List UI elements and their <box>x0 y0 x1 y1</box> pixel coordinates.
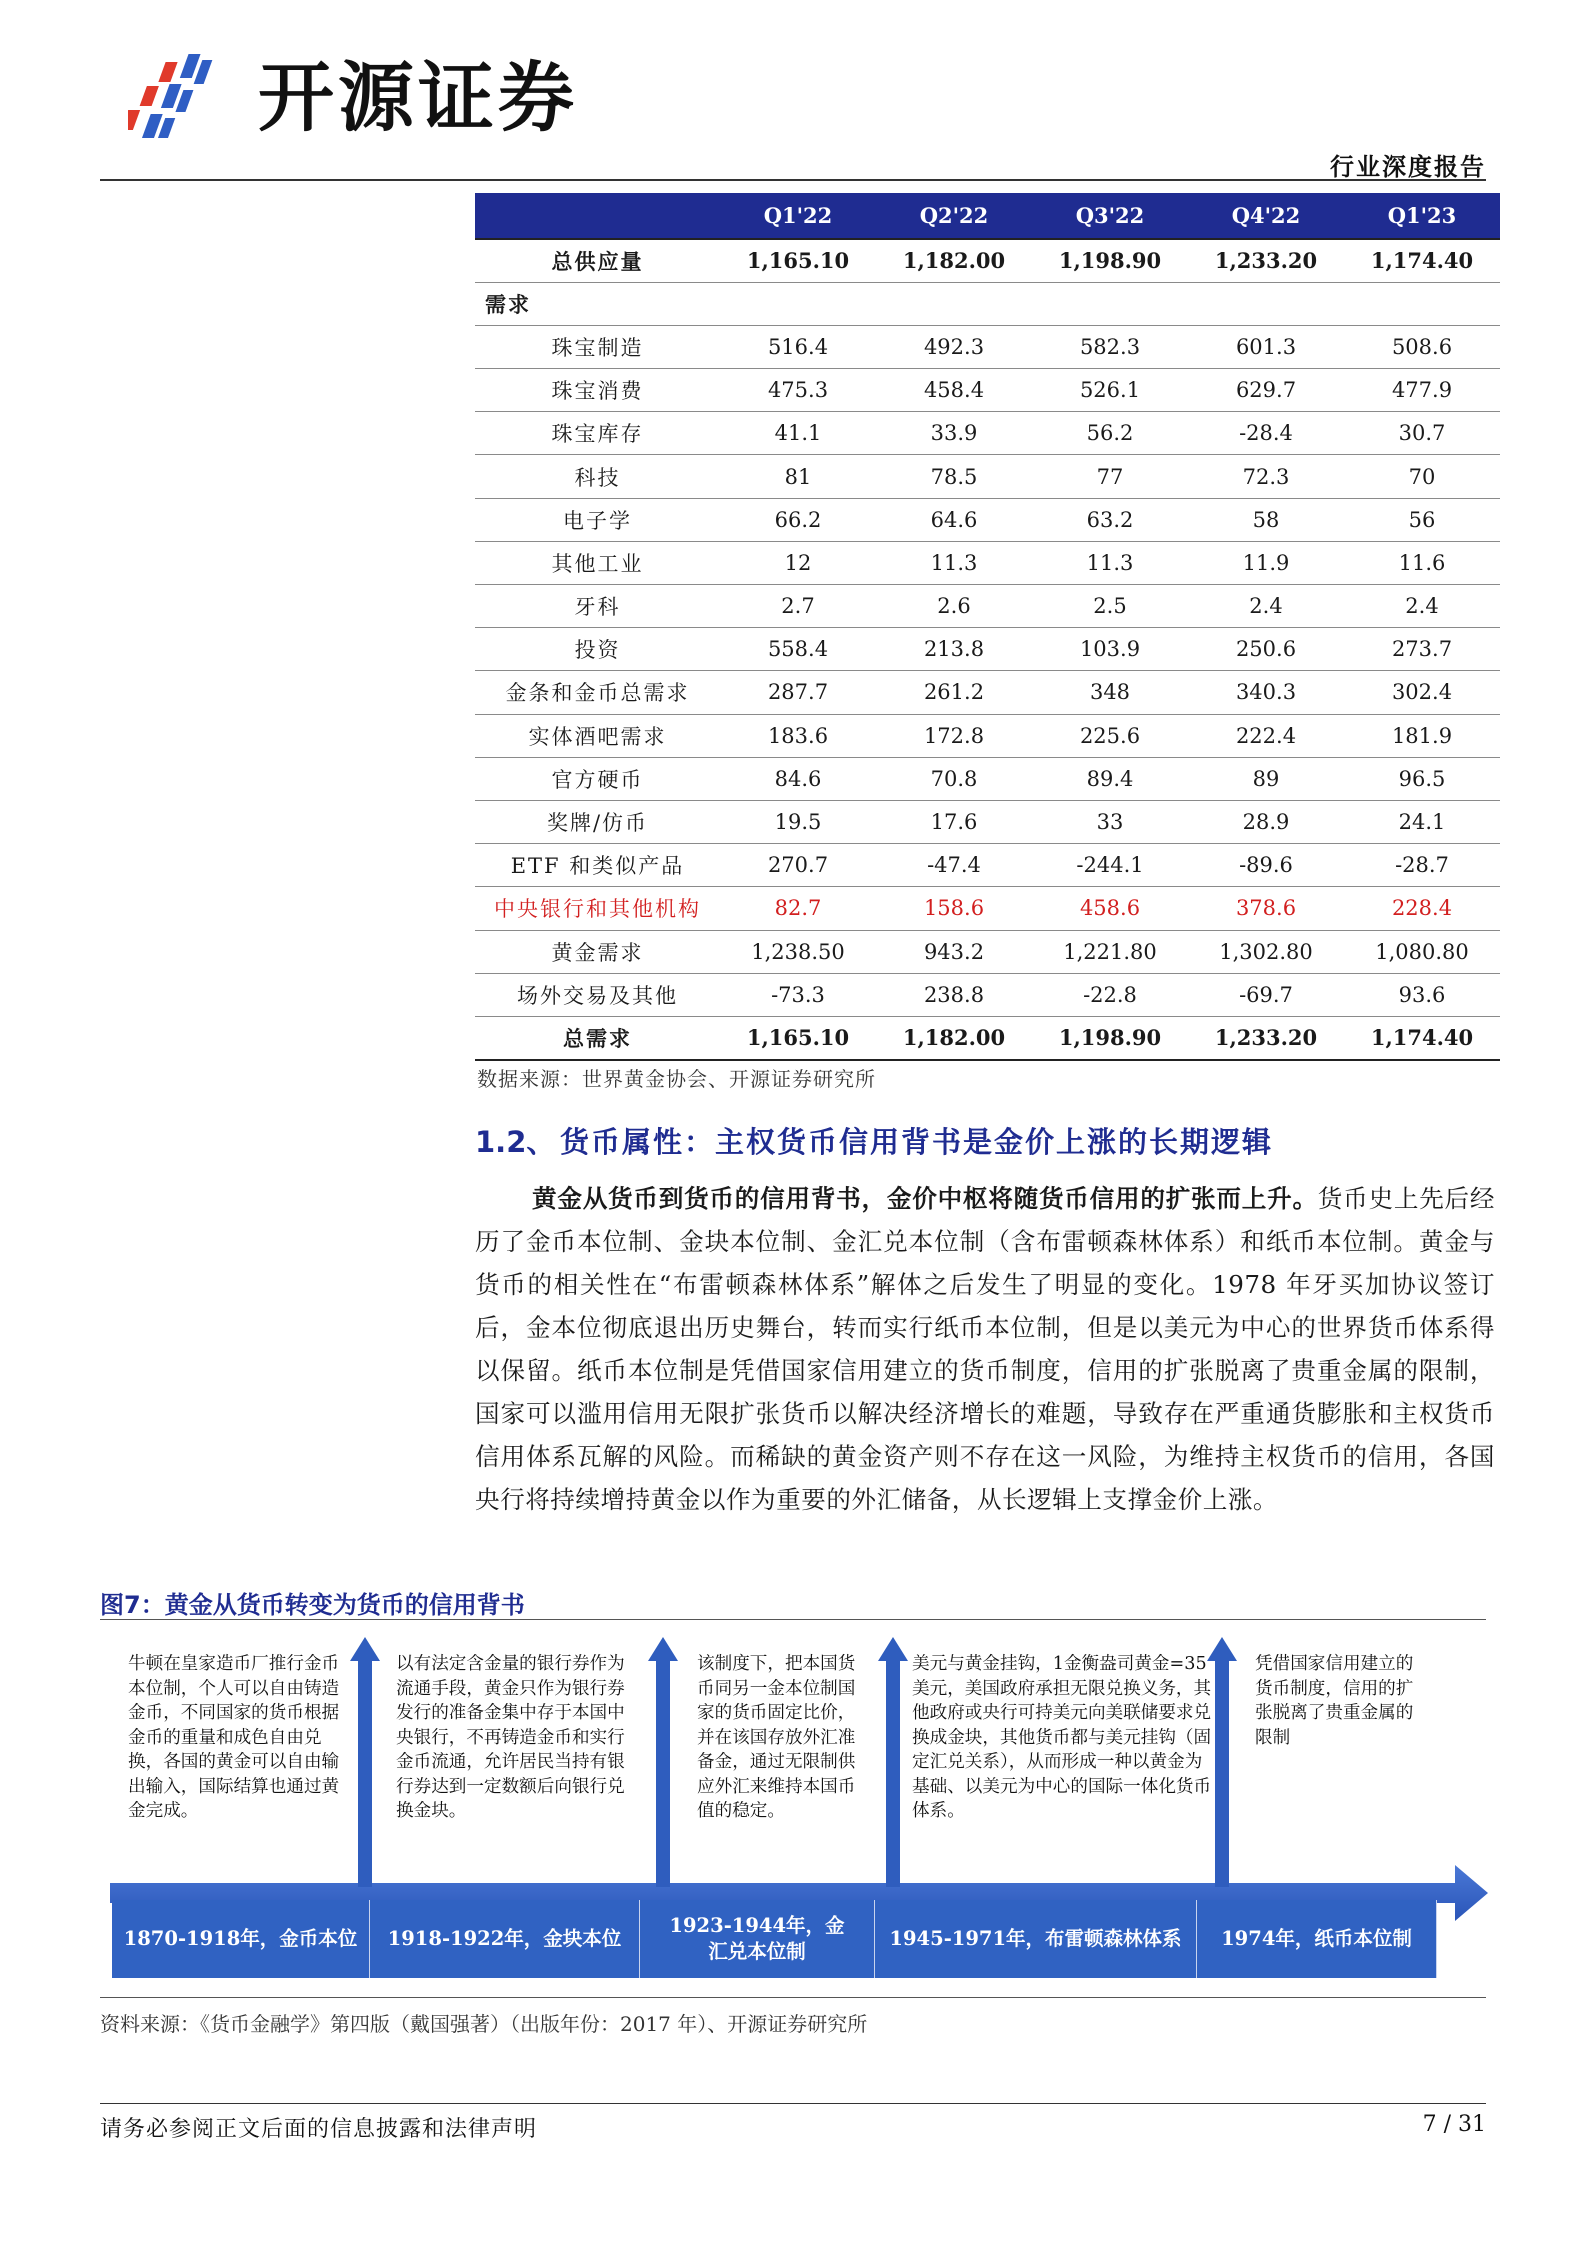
table-cell: 270.7 <box>720 844 876 887</box>
table-cell: 1,165.10 <box>720 239 876 282</box>
table-cell: 56 <box>1344 498 1500 541</box>
era-box-1: 1870-1918年，金币本位 <box>112 1900 370 1978</box>
row-label: 投资 <box>475 628 720 671</box>
table-cell: 1,221.80 <box>1032 930 1188 973</box>
divider-arrow-2 <box>648 1637 678 1887</box>
row-label: 牙科 <box>475 585 720 628</box>
table-cell: 1,174.40 <box>1344 1016 1500 1059</box>
row-label: 珠宝消费 <box>475 369 720 412</box>
table-cell: 28.9 <box>1188 800 1344 843</box>
column-header-quarter: Q1'23 <box>1344 193 1500 239</box>
table-cell: 1,198.90 <box>1032 1016 1188 1059</box>
table-cell: 526.1 <box>1032 369 1188 412</box>
table-cell: 508.6 <box>1344 325 1500 368</box>
page-number: 7 / 31 <box>1422 2112 1486 2137</box>
paragraph-body: 货币史上先后经历了金币本位制、金块本位制、金汇兑本位制（含布雷顿森林体系）和纸币本位制。黄金与货币的相关性在“布雷顿森林体系”解体之后发生了明显的变化。1978 年牙买加协议签订后，金本位彻底退出历史舞台，转而实行纸币本位制，但是以美元为中心的世界货币体系得以保留。纸币本位制是凭借国家信用建立的货币制度，信用的扩张脱离了贵重金属的限制，国家可以滥用信用无限扩张货币以解决经济增长的难题，导致存在严重通货膨胀和主权货币信用体系瓦解的风险。而稀缺的黄金资产则不存在这一风险，为维持主权货币的信用，各国央行将持续增持黄金以作为重要的外汇储备，从长逻辑上支撑金价上涨。 <box>475 1184 1495 1514</box>
gold-supply-demand-table <box>475 193 1500 1061</box>
table-cell: 1,233.20 <box>1188 1016 1344 1059</box>
table-row <box>475 973 1500 1016</box>
table-cell: -28.7 <box>1344 844 1500 887</box>
table-row <box>475 757 1500 800</box>
table-cell: 1,302.80 <box>1188 930 1344 973</box>
row-label: 中央银行和其他机构 <box>475 887 720 930</box>
brand-logo <box>128 50 246 150</box>
section-title: 货币属性：主权货币信用背书是金价上涨的长期逻辑 <box>560 1125 1274 1159</box>
table-row <box>475 325 1500 368</box>
row-label: 总供应量 <box>475 239 720 282</box>
table-cell: 1,174.40 <box>1344 239 1500 282</box>
table-source: 数据来源：世界黄金协会、开源证券研究所 <box>477 1067 876 1091</box>
row-label: ETF 和类似产品 <box>475 844 720 887</box>
footer-disclaimer: 请务必参阅正文后面的信息披露和法律声明 <box>100 2117 538 2142</box>
section-number: 1.2、 <box>475 1125 556 1159</box>
footer-divider <box>100 2103 1486 2104</box>
table-cell: 158.6 <box>876 887 1032 930</box>
table-cell: 93.6 <box>1344 973 1500 1016</box>
column-header-quarter: Q2'22 <box>876 193 1032 239</box>
row-label: 珠宝库存 <box>475 412 720 455</box>
table-cell: 63.2 <box>1032 498 1188 541</box>
table-cell: 1,198.90 <box>1032 239 1188 282</box>
divider-arrow-3 <box>878 1637 908 1887</box>
row-label: 其他工业 <box>475 541 720 584</box>
table-cell: -89.6 <box>1188 844 1344 887</box>
table-cell: 72.3 <box>1188 455 1344 498</box>
column-header-quarter: Q4'22 <box>1188 193 1344 239</box>
table-row <box>475 455 1500 498</box>
table-cell: 2.4 <box>1188 585 1344 628</box>
table-cell: -22.8 <box>1032 973 1188 1016</box>
table-cell: 66.2 <box>720 498 876 541</box>
table-cell: 82.7 <box>720 887 876 930</box>
table-cell: 287.7 <box>720 671 876 714</box>
body-paragraph <box>475 1177 1495 1521</box>
table-cell: 41.1 <box>720 412 876 455</box>
table-cell: 70 <box>1344 455 1500 498</box>
table-cell: 103.9 <box>1032 628 1188 671</box>
table-cell: 1,182.00 <box>876 239 1032 282</box>
timeline-desc-3: 该制度下，把本国货币同另一金本位制国家的货币固定比价，并在该国存放外汇准备金，通过无限制供应外汇来维持本国币值的稳定。 <box>697 1654 856 1821</box>
era-box-2: 1918-1922年，金块本位 <box>370 1900 640 1978</box>
table-cell: 33.9 <box>876 412 1032 455</box>
row-label: 黄金需求 <box>475 930 720 973</box>
column-header-quarter: Q3'22 <box>1032 193 1188 239</box>
table-cell: 30.7 <box>1344 412 1500 455</box>
table-cell: 475.3 <box>720 369 876 412</box>
table-row <box>475 671 1500 714</box>
table-cell: 213.8 <box>876 628 1032 671</box>
row-label: 官方硬币 <box>475 757 720 800</box>
table-cell: 582.3 <box>1032 325 1188 368</box>
column-header-label <box>475 193 720 239</box>
era-box-5: 1974年，纸币本位制 <box>1197 1900 1437 1978</box>
table-cell: 89.4 <box>1032 757 1188 800</box>
row-label: 金条和金币总需求 <box>475 671 720 714</box>
table-cell: -69.7 <box>1188 973 1344 1016</box>
table-cell: 11.6 <box>1344 541 1500 584</box>
table-cell: 302.4 <box>1344 671 1500 714</box>
table-cell: 629.7 <box>1188 369 1344 412</box>
table-cell: 17.6 <box>876 800 1032 843</box>
table-row <box>475 714 1500 757</box>
row-label: 珠宝制造 <box>475 325 720 368</box>
table-cell: 1,165.10 <box>720 1016 876 1059</box>
row-label: 场外交易及其他 <box>475 973 720 1016</box>
table-cell: -244.1 <box>1032 844 1188 887</box>
era-box-4: 1945-1971年，布雷顿森林体系 <box>875 1900 1197 1978</box>
timeline-desc-5: 凭借国家信用建立的货币制度，信用的扩张脱离了贵重金属的限制 <box>1255 1654 1414 1748</box>
figure-title: 图7：黄金从货币转变为货币的信用背书 <box>100 1591 525 1619</box>
table-cell: 81 <box>720 455 876 498</box>
table-row <box>475 498 1500 541</box>
table-cell: 11.9 <box>1188 541 1344 584</box>
table-row <box>475 800 1500 843</box>
header-divider <box>100 179 1486 181</box>
timeline-desc-1: 牛顿在皇家造币厂推行金币本位制，个人可以自由铸造金币，不同国家的货币根据金币的重量和成色自由兑换，各国的黄金可以自由输出输入，国际结算也通过黄金完成。 <box>128 1654 340 1821</box>
table-cell: -73.3 <box>720 973 876 1016</box>
table-cell: 458.4 <box>876 369 1032 412</box>
table-cell: 96.5 <box>1344 757 1500 800</box>
table-cell: 601.3 <box>1188 325 1344 368</box>
table-cell: 77 <box>1032 455 1188 498</box>
table-cell: 2.6 <box>876 585 1032 628</box>
table-cell: 250.6 <box>1188 628 1344 671</box>
table-cell: 11.3 <box>876 541 1032 584</box>
table-row <box>475 282 1500 325</box>
table-cell: 458.6 <box>1032 887 1188 930</box>
table-cell: 183.6 <box>720 714 876 757</box>
table-row <box>475 412 1500 455</box>
table-cell: 477.9 <box>1344 369 1500 412</box>
table-cell: 24.1 <box>1344 800 1500 843</box>
table-cell: 58 <box>1188 498 1344 541</box>
table-cell: 1,080.80 <box>1344 930 1500 973</box>
report-type: 行业深度报告 <box>1330 153 1486 181</box>
table-cell: 261.2 <box>876 671 1032 714</box>
table-row <box>475 887 1500 930</box>
table-cell: 2.7 <box>720 585 876 628</box>
table-row <box>475 369 1500 412</box>
table-cell: 89 <box>1188 757 1344 800</box>
table-cell: 1,233.20 <box>1188 239 1344 282</box>
table-cell: 64.6 <box>876 498 1032 541</box>
table-cell: -28.4 <box>1188 412 1344 455</box>
row-label: 电子学 <box>475 498 720 541</box>
table-cell: 2.5 <box>1032 585 1188 628</box>
table-cell: 70.8 <box>876 757 1032 800</box>
table-row <box>475 1016 1500 1059</box>
table-cell: 19.5 <box>720 800 876 843</box>
figure-bottom-rule <box>100 1997 1486 1998</box>
table-cell: 228.4 <box>1344 887 1500 930</box>
table-cell: 378.6 <box>1188 887 1344 930</box>
table-row <box>475 930 1500 973</box>
divider-arrow-1 <box>350 1637 380 1887</box>
figure-source: 资料来源：《货币金融学》第四版（戴国强著）（出版年份：2017 年）、开源证券研究所 <box>100 2012 868 2036</box>
table-row <box>475 239 1500 282</box>
row-label: 实体酒吧需求 <box>475 714 720 757</box>
table-cell: -47.4 <box>876 844 1032 887</box>
row-label: 需求 <box>475 282 1500 325</box>
table-cell: 12 <box>720 541 876 584</box>
table-cell: 340.3 <box>1188 671 1344 714</box>
table-cell: 1,182.00 <box>876 1016 1032 1059</box>
table-cell: 348 <box>1032 671 1188 714</box>
table-cell: 56.2 <box>1032 412 1188 455</box>
table-row <box>475 628 1500 671</box>
table-cell: 238.8 <box>876 973 1032 1016</box>
table-cell: 2.4 <box>1344 585 1500 628</box>
table-cell: 33 <box>1032 800 1188 843</box>
table-row <box>475 844 1500 887</box>
table-cell: 516.4 <box>720 325 876 368</box>
figure-top-rule <box>100 1619 1486 1620</box>
table-cell: 172.8 <box>876 714 1032 757</box>
row-label: 奖牌/仿币 <box>475 800 720 843</box>
era-box-3: 1923-1944年，金汇兑本位制 <box>640 1900 875 1978</box>
table-cell: 84.6 <box>720 757 876 800</box>
table-cell: 78.5 <box>876 455 1032 498</box>
timeline-desc-2: 以有法定含金量的银行券作为流通手段，黄金只作为银行券发行的准备金集中存于本国中央银行，不再铸造金币和实行金币流通，允许居民当持有银行券达到一定数额后向银行兑换金块。 <box>396 1654 625 1821</box>
table-row <box>475 585 1500 628</box>
table-cell: 181.9 <box>1344 714 1500 757</box>
table-row <box>475 541 1500 584</box>
table-header-row <box>475 193 1500 239</box>
table-cell: 225.6 <box>1032 714 1188 757</box>
table-cell: 558.4 <box>720 628 876 671</box>
paragraph-lead: 黄金从货币到货币的信用背书，金价中枢将随货币信用的扩张而上升。 <box>532 1184 1318 1213</box>
table-cell: 943.2 <box>876 930 1032 973</box>
row-label: 总需求 <box>475 1016 720 1059</box>
table-cell: 1,238.50 <box>720 930 876 973</box>
row-label: 科技 <box>475 455 720 498</box>
column-header-quarter: Q1'22 <box>720 193 876 239</box>
table-cell: 273.7 <box>1344 628 1500 671</box>
brand-name: 开源证券 <box>258 53 578 142</box>
table-cell: 492.3 <box>876 325 1032 368</box>
timeline-desc-4: 美元与黄金挂钩，1金衡盎司黄金=35美元，美国政府承担无限兑换义务，其他政府或央行可持美元向美联储要求兑换成金块，其他货币都与美元挂钩（固定汇兑关系），从而形成一种以黄金为基础、以美元为中心的国际一体化货币体系。 <box>912 1654 1212 1821</box>
table-cell: 222.4 <box>1188 714 1344 757</box>
table-cell: 11.3 <box>1032 541 1188 584</box>
